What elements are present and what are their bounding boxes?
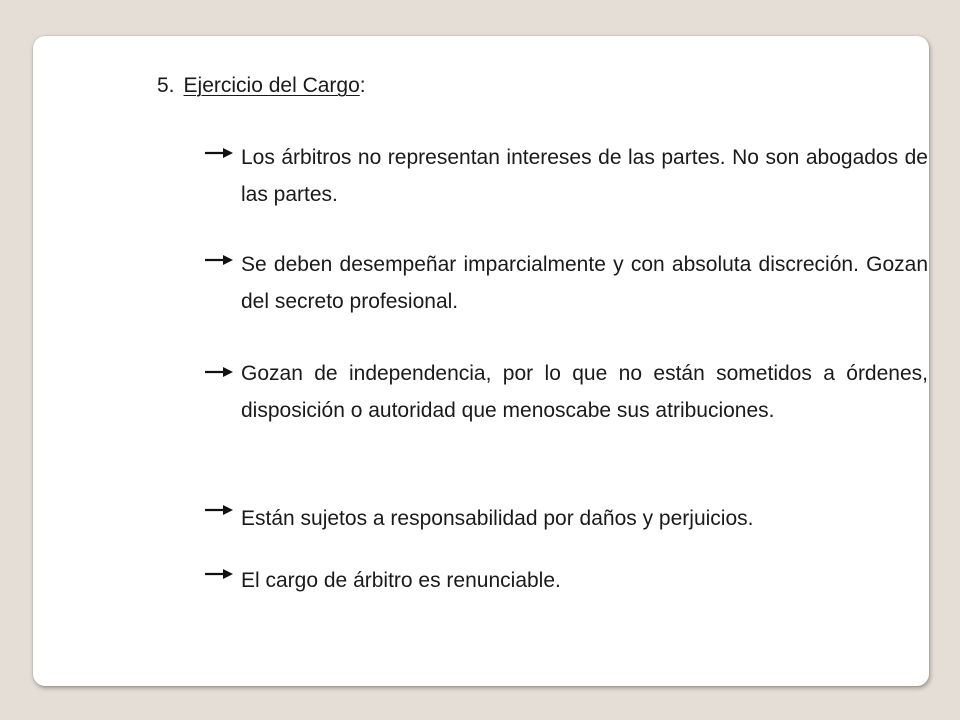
bullet-text: El cargo de árbitro es renunciable. xyxy=(241,569,561,592)
right-arrow-icon xyxy=(204,366,234,378)
bullet-text: Se deben desempeñar imparcialmente y con absoluta discreción. Gozan del secreto profesional. xyxy=(241,253,928,313)
bullet-item xyxy=(204,139,928,213)
bullet-text: Están sujetos a responsabilidad por daños y perjuicios. xyxy=(241,507,754,530)
right-arrow-icon xyxy=(204,568,234,580)
bullet-item xyxy=(204,500,928,537)
right-arrow-icon xyxy=(204,504,234,516)
bullet-text: Gozan de independencia, por lo que no están sometidos a órdenes, disposición o autoridad que menoscabe sus atribuciones. xyxy=(241,362,928,422)
bullet-item xyxy=(204,355,928,429)
right-arrow-icon xyxy=(204,254,234,266)
bullet-item xyxy=(204,562,928,599)
right-arrow-icon xyxy=(204,147,234,159)
section-heading xyxy=(157,74,366,98)
bullet-text: Los árbitros no representan intereses de las partes. No son abogados de las partes. xyxy=(241,146,928,206)
section-title-colon: : xyxy=(359,74,366,97)
bullet-item xyxy=(204,246,928,320)
section-title: Ejercicio del Cargo xyxy=(183,74,360,97)
section-number: 5. xyxy=(157,74,175,97)
